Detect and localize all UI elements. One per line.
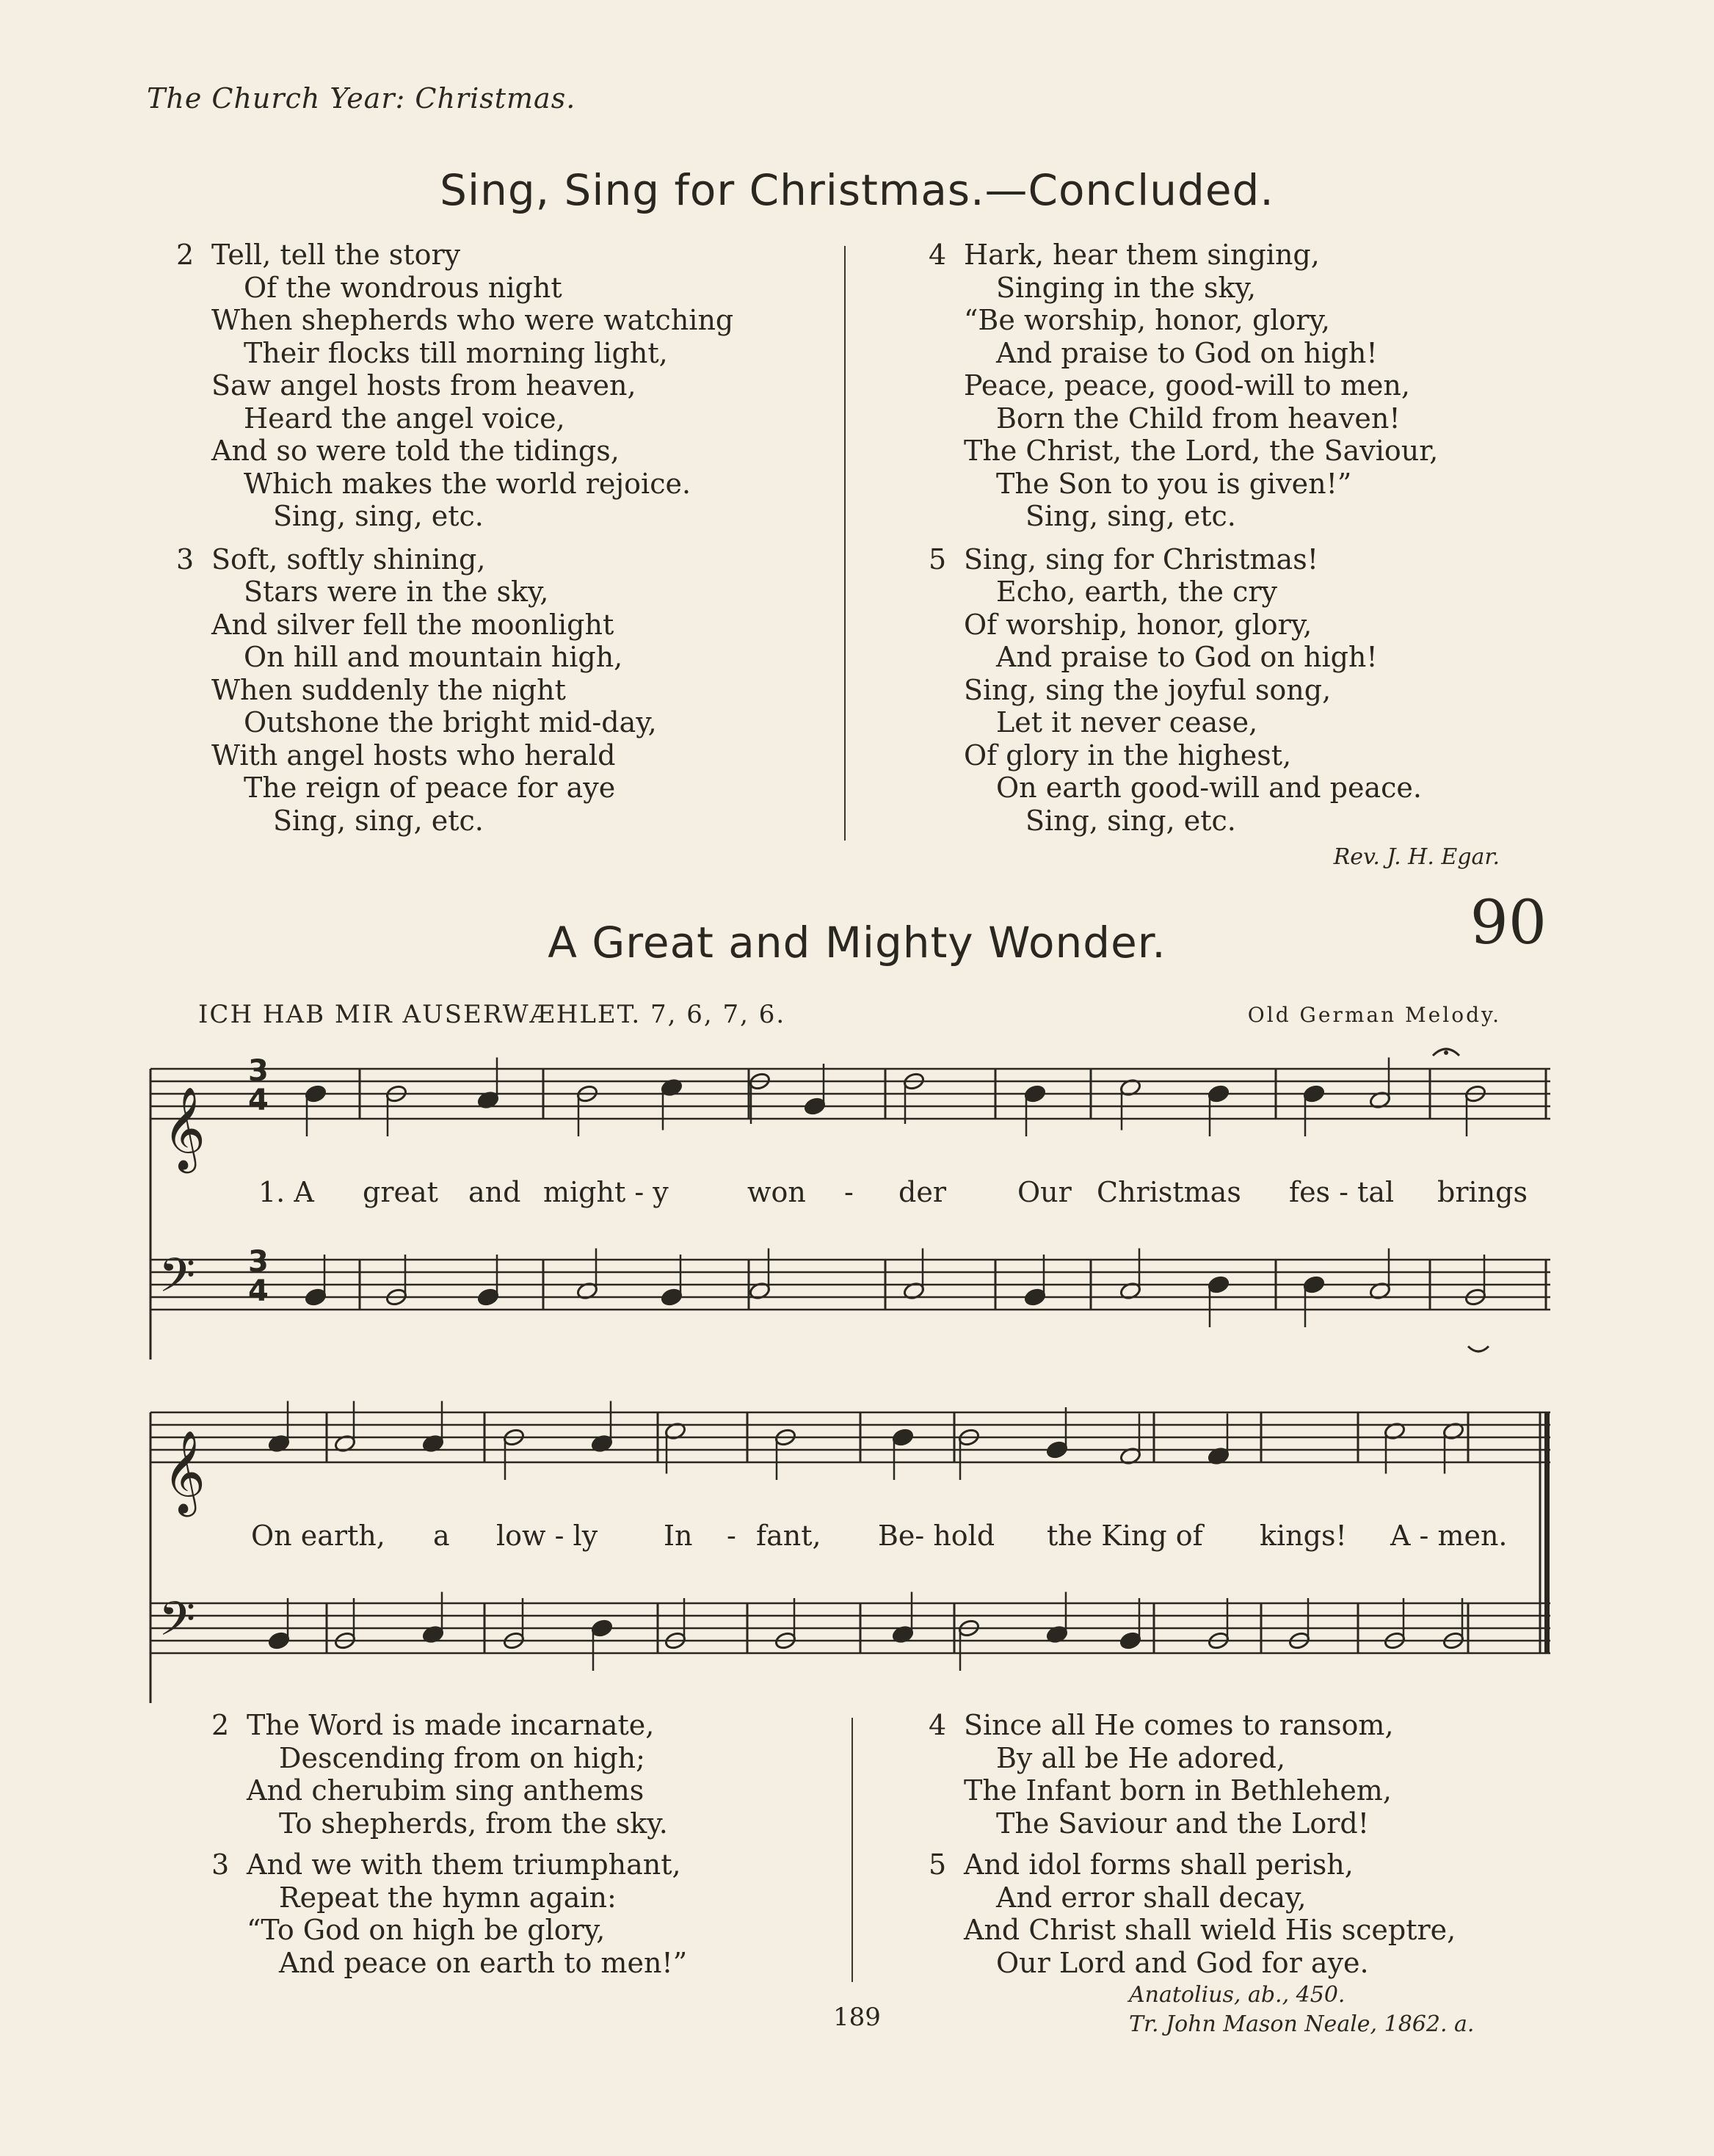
lyric-syllable: fes - tal — [1289, 1176, 1395, 1208]
stanza-number: 2 — [211, 1709, 230, 1741]
verse-line: Since all He comes to ransom, — [964, 1709, 1394, 1741]
final-barline — [1544, 1412, 1550, 1653]
staff-lines — [150, 1069, 1550, 1653]
hymn90-author: Anatolius, ab., 450. — [1129, 1982, 1346, 2008]
lyric-syllable: low - ly — [496, 1520, 598, 1552]
lyric-hyphen: - — [727, 1520, 736, 1552]
stanza-number: 3 — [176, 542, 195, 576]
time-sig-bottom: 4 — [248, 1274, 269, 1308]
barlines — [150, 1069, 1550, 1703]
hymn-number: 90 — [1470, 888, 1547, 958]
stanza-number: 4 — [929, 239, 947, 271]
verse-line: Hark, hear them singing, — [964, 239, 1320, 271]
column-divider — [851, 1718, 853, 1982]
tune-name: ICH HAB MIR AUSERWÆHLET. 7, 6, 7, 6. — [198, 1000, 786, 1029]
verse-line: Heard the angel voice, — [244, 402, 565, 435]
lyric-syllable: fant, — [756, 1520, 821, 1552]
verse-line: And we with them triumphant, — [247, 1848, 681, 1881]
hymn90-stanza-3 — [211, 1848, 687, 1979]
verse-line: The Saviour and the Lord! — [996, 1807, 1370, 1840]
verse-line: And silver fell the moonlight — [211, 608, 614, 641]
lyric-syllable: A - men. — [1390, 1520, 1508, 1552]
verse-line: The Infant born in Bethlehem, — [964, 1774, 1392, 1807]
hymn90-left-column — [211, 1709, 687, 1979]
verse-line: Of worship, honor, glory, — [964, 608, 1312, 641]
verse-line: Sing, sing for Christmas! — [964, 542, 1318, 576]
lyric-syllable: On earth, — [251, 1520, 385, 1552]
stanza-number: 4 — [929, 1709, 947, 1741]
verse-line: To shepherds, from the sky. — [279, 1807, 668, 1840]
verse-line: Peace, peace, good-will to men, — [964, 369, 1410, 402]
lyric-syllable: great — [363, 1176, 438, 1208]
lyric-syllable: Be- hold — [878, 1520, 995, 1552]
hymn90-right-column — [929, 1709, 1456, 1979]
verse-line: Their flocks till morning light, — [244, 336, 668, 369]
verse-line: The Christ, the Lord, the Saviour, — [964, 435, 1439, 467]
verse-line: Repeat the hymn again: — [279, 1881, 617, 1914]
verse-line: The Word is made incarnate, — [247, 1709, 655, 1741]
lyric-syllable: 1. A — [258, 1176, 314, 1208]
lyric-syllable: Christmas — [1097, 1176, 1241, 1208]
refrain-line: Sing, sing, etc. — [273, 500, 484, 532]
verse-line: And cherubim sing anthems — [247, 1774, 644, 1807]
verse-line: Of glory in the highest, — [964, 738, 1292, 772]
verse-line: Stars were in the sky, — [244, 576, 549, 608]
lyric-syllable: might - y — [543, 1176, 669, 1208]
time-sig-top: 3 — [248, 1245, 269, 1279]
bass-clef-icon: 𝄢 — [159, 1592, 196, 1658]
notes — [268, 1058, 1487, 1672]
verse-line: Descending from on high; — [279, 1741, 645, 1774]
lyric-syllable: In — [664, 1520, 693, 1552]
verse-line: And Christ shall wield His sceptre, — [964, 1914, 1456, 1946]
system-1-clefs — [159, 1086, 206, 1658]
hymn90-title: A Great and Mighty Wonder. — [548, 918, 1166, 968]
bass-clef-icon: 𝄢 — [159, 1249, 196, 1315]
verse-line: And so were told the tidings, — [211, 435, 620, 467]
page-number: 189 — [833, 2003, 881, 2032]
verse-line: And praise to God on high! — [996, 336, 1378, 369]
verse-line: Of the wondrous night — [244, 271, 562, 304]
lyric-syllable: der — [898, 1176, 946, 1208]
refrain-line: Sing, sing, etc. — [1025, 804, 1236, 837]
hymn90-stanza-4 — [929, 1709, 1456, 1840]
verse-line: Which makes the world rejoice. — [244, 467, 691, 500]
lyric-syllable: brings — [1437, 1176, 1528, 1208]
verse-line: When suddenly the night — [211, 673, 566, 706]
time-sig-bottom: 4 — [248, 1084, 269, 1117]
verse-line: And error shall decay, — [996, 1881, 1307, 1914]
stanza-number: 5 — [929, 1848, 947, 1881]
verse-line: Outshone the bright mid-day, — [244, 706, 657, 738]
time-sig-top: 3 — [248, 1054, 269, 1088]
hymn89-attribution: Rev. J. H. Egar. — [1333, 844, 1500, 870]
verse-line: Saw angel hosts from heaven, — [211, 369, 636, 402]
stanza-number: 5 — [929, 542, 947, 576]
verse-line: When shepherds who were watching — [211, 304, 734, 336]
verse-line: And idol forms shall perish, — [964, 1848, 1354, 1881]
verse-line: Singing in the sky, — [996, 271, 1257, 304]
refrain-line: Sing, sing, etc. — [1025, 500, 1236, 532]
verse-line: On earth good-will and peace. — [996, 772, 1423, 804]
lyric-syllable: Our — [1017, 1176, 1072, 1208]
verse-line: Our Lord and God for aye. — [996, 1946, 1369, 1979]
hymn89-title: Sing, Sing for Christmas.—Concluded. — [440, 165, 1274, 215]
refrain-line: Sing, sing, etc. — [273, 804, 484, 837]
lyric-syllable: won — [747, 1176, 806, 1208]
verse-line: And praise to God on high! — [996, 641, 1378, 673]
lyric-syllable: the King of — [1047, 1520, 1203, 1552]
fermata-dot — [1444, 1050, 1448, 1055]
verse-line: On hill and mountain high, — [244, 641, 623, 673]
verse-line: “Be worship, honor, glory, — [964, 304, 1330, 336]
lyric-syllable: and — [468, 1176, 521, 1208]
verse-line: The Son to you is given!” — [996, 467, 1352, 500]
stanza-number: 2 — [176, 239, 195, 271]
verse-line: Sing, sing the joyful song, — [964, 673, 1332, 706]
verse-line: By all be He adored, — [996, 1741, 1286, 1774]
verse-line: Let it never cease, — [996, 706, 1258, 738]
lyric-syllable: kings! — [1260, 1520, 1347, 1552]
verse-line: The reign of peace for aye — [244, 772, 616, 804]
verse-line: With angel hosts who herald — [211, 738, 616, 772]
verse-line: Echo, earth, the cry — [996, 576, 1277, 608]
running-head: The Church Year: Christmas. — [147, 82, 576, 115]
treble-clef-icon: 𝄞 — [163, 1086, 206, 1170]
fermata-icon — [1468, 1346, 1489, 1351]
verse-line: Tell, tell the story — [211, 239, 461, 271]
verse-line: Born the Child from heaven! — [996, 402, 1401, 435]
verse-line: And peace on earth to men!” — [279, 1946, 688, 1979]
composer: Old German Melody. — [1247, 1003, 1501, 1027]
verse-line: “To God on high be glory, — [247, 1914, 606, 1946]
lyric-syllable: a — [433, 1520, 450, 1552]
verse-line: Soft, softly shining, — [211, 542, 486, 576]
hymn90-translator: Tr. John Mason Neale, 1862. a. — [1129, 2011, 1475, 2037]
hymn90-stanza-2 — [211, 1709, 687, 1840]
lyric-hyphen: - — [844, 1176, 854, 1208]
stanza-number: 3 — [211, 1848, 230, 1881]
hymn90-stanza-5 — [929, 1848, 1456, 1979]
treble-clef-icon: 𝄞 — [163, 1430, 206, 1514]
